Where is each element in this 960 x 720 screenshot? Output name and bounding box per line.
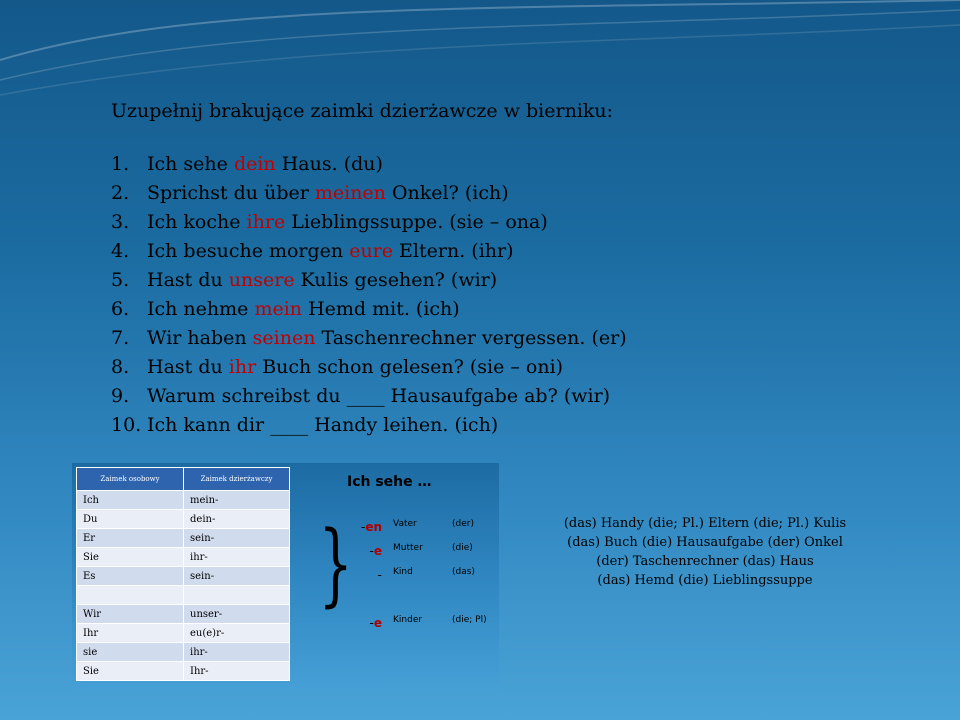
exercise-text: Hast du: [147, 356, 229, 378]
curly-brace-icon: }: [318, 512, 353, 617]
exercise-text: Hast du: [147, 269, 229, 291]
pronoun-table: [76, 467, 290, 681]
ending-suffix: en: [365, 520, 382, 534]
exercise-answer: ihre: [246, 211, 286, 233]
table-cell: Sie: [77, 662, 184, 681]
decorative-swirl: [0, 0, 960, 110]
table-header: Zaimek osobowy: [77, 468, 184, 491]
exercise-text: Taschenrechner vergessen. (er): [315, 327, 627, 349]
exercise-number: 6.: [111, 298, 130, 320]
page-title: Uzupełnij brakujące zaimki dzierżawcze w bierniku:: [111, 100, 614, 122]
exercise-text: Haus. (du): [275, 153, 383, 175]
exercise-number: 10.: [111, 414, 142, 436]
ending-marker: [342, 616, 382, 630]
table-cell: sie: [77, 643, 184, 662]
exercise-item: [111, 382, 627, 411]
table-cell: ihr-: [184, 643, 290, 662]
exercise-item: [111, 179, 627, 208]
article-label: (das): [452, 567, 475, 577]
exercise-number: 5.: [111, 269, 130, 291]
vocabulary-line: (der) Taschenrechner (das) Haus: [596, 554, 814, 569]
vocabulary-list: [520, 514, 890, 590]
exercise-text: Warum schreibst du ____ Hausaufgabe ab? (wir): [147, 385, 611, 407]
ending-suffix: e: [373, 544, 382, 558]
ending-suffix: e: [373, 616, 382, 630]
exercise-number: 8.: [111, 356, 130, 378]
table-row: [77, 491, 290, 510]
table-cell: Er: [77, 529, 184, 548]
table-cell: eu(e)r-: [184, 624, 290, 643]
table-cell: [77, 586, 184, 605]
exercise-text: Ich nehme: [147, 298, 255, 320]
table-cell: ihr-: [184, 548, 290, 567]
exercise-answer: ihr: [228, 356, 257, 378]
ending-dash: -: [377, 568, 382, 582]
exercise-number: 3.: [111, 211, 130, 233]
exercise-item: [111, 411, 627, 440]
table-cell: Es: [77, 567, 184, 586]
table-cell: mein-: [184, 491, 290, 510]
exercise-answer: seinen: [252, 327, 316, 349]
exercise-text: Eltern. (ihr): [393, 240, 514, 262]
ending-dash: -: [369, 616, 374, 630]
exercise-list: [111, 150, 627, 440]
table-cell: [184, 586, 290, 605]
article-label: (der): [452, 519, 474, 529]
exercise-text: Onkel? (ich): [385, 182, 509, 204]
exercise-text: Buch schon gelesen? (sie – oni): [256, 356, 564, 378]
table-row: [77, 605, 290, 624]
exercise-item: [111, 150, 627, 179]
exercise-answer: meinen: [314, 182, 386, 204]
exercise-text: Lieblingssuppe. (sie – ona): [285, 211, 548, 233]
exercise-number: 4.: [111, 240, 130, 262]
exercise-item: [111, 353, 627, 382]
noun-label: Kinder: [393, 615, 423, 625]
exercise-text: Hemd mit. (ich): [302, 298, 460, 320]
table-cell: Ich: [77, 491, 184, 510]
ending-marker: [342, 520, 382, 534]
table-header: Zaimek dzierżawczy: [184, 468, 290, 491]
exercise-text: Ich besuche morgen: [147, 240, 350, 262]
table-cell: Wir: [77, 605, 184, 624]
exercise-item: [111, 237, 627, 266]
table-cell: sein-: [184, 529, 290, 548]
table-row: [77, 643, 290, 662]
declension-heading: Ich sehe …: [347, 474, 432, 490]
noun-label: Mutter: [393, 543, 423, 553]
table-cell: sein-: [184, 567, 290, 586]
exercise-item: [111, 208, 627, 237]
ending-dash: -: [369, 544, 374, 558]
table-cell: dein-: [184, 510, 290, 529]
exercise-number: 2.: [111, 182, 130, 204]
ending-dash: -: [360, 520, 366, 534]
exercise-text: Wir haben: [147, 327, 253, 349]
vocabulary-line: (das) Buch (die) Hausaufgabe (der) Onkel: [567, 535, 843, 550]
table-row: [77, 662, 290, 681]
table-cell: Du: [77, 510, 184, 529]
exercise-number: 9.: [111, 385, 130, 407]
exercise-item: [111, 266, 627, 295]
vocabulary-line: (das) Handy (die; Pl.) Eltern (die; Pl.) Kulis: [563, 516, 847, 531]
table-cell: Ihr: [77, 624, 184, 643]
table-row: [77, 567, 290, 586]
vocabulary-line: (das) Hemd (die) Lieblingssuppe: [597, 573, 813, 588]
table-row: [77, 510, 290, 529]
noun-label: Kind: [393, 567, 413, 577]
exercise-text: Ich sehe: [147, 153, 234, 175]
table-cell: unser-: [184, 605, 290, 624]
noun-label: Vater: [393, 519, 417, 529]
exercise-number: 7.: [111, 327, 130, 349]
exercise-text: Ich kann dir ____ Handy leihen. (ich): [147, 414, 499, 436]
exercise-answer: eure: [349, 240, 394, 262]
exercise-number: 1.: [111, 153, 130, 175]
article-label: (die; Pl): [452, 615, 487, 625]
table-cell: Ihr-: [184, 662, 290, 681]
table-header-row: [77, 468, 290, 491]
table-row: [77, 548, 290, 567]
table-row: [77, 529, 290, 548]
exercise-item: [111, 295, 627, 324]
exercise-answer: mein: [254, 298, 303, 320]
table-row: [77, 624, 290, 643]
exercise-text: Ich koche: [147, 211, 247, 233]
table-row: [77, 586, 290, 605]
ending-marker: [342, 544, 382, 558]
exercise-answer: unsere: [228, 269, 295, 291]
exercise-answer: dein: [233, 153, 276, 175]
table-cell: Sie: [77, 548, 184, 567]
exercise-text: Kulis gesehen? (wir): [294, 269, 498, 291]
ending-marker: [342, 568, 382, 582]
article-label: (die): [452, 543, 473, 553]
exercise-item: [111, 324, 627, 353]
exercise-text: Sprichst du über: [147, 182, 315, 204]
